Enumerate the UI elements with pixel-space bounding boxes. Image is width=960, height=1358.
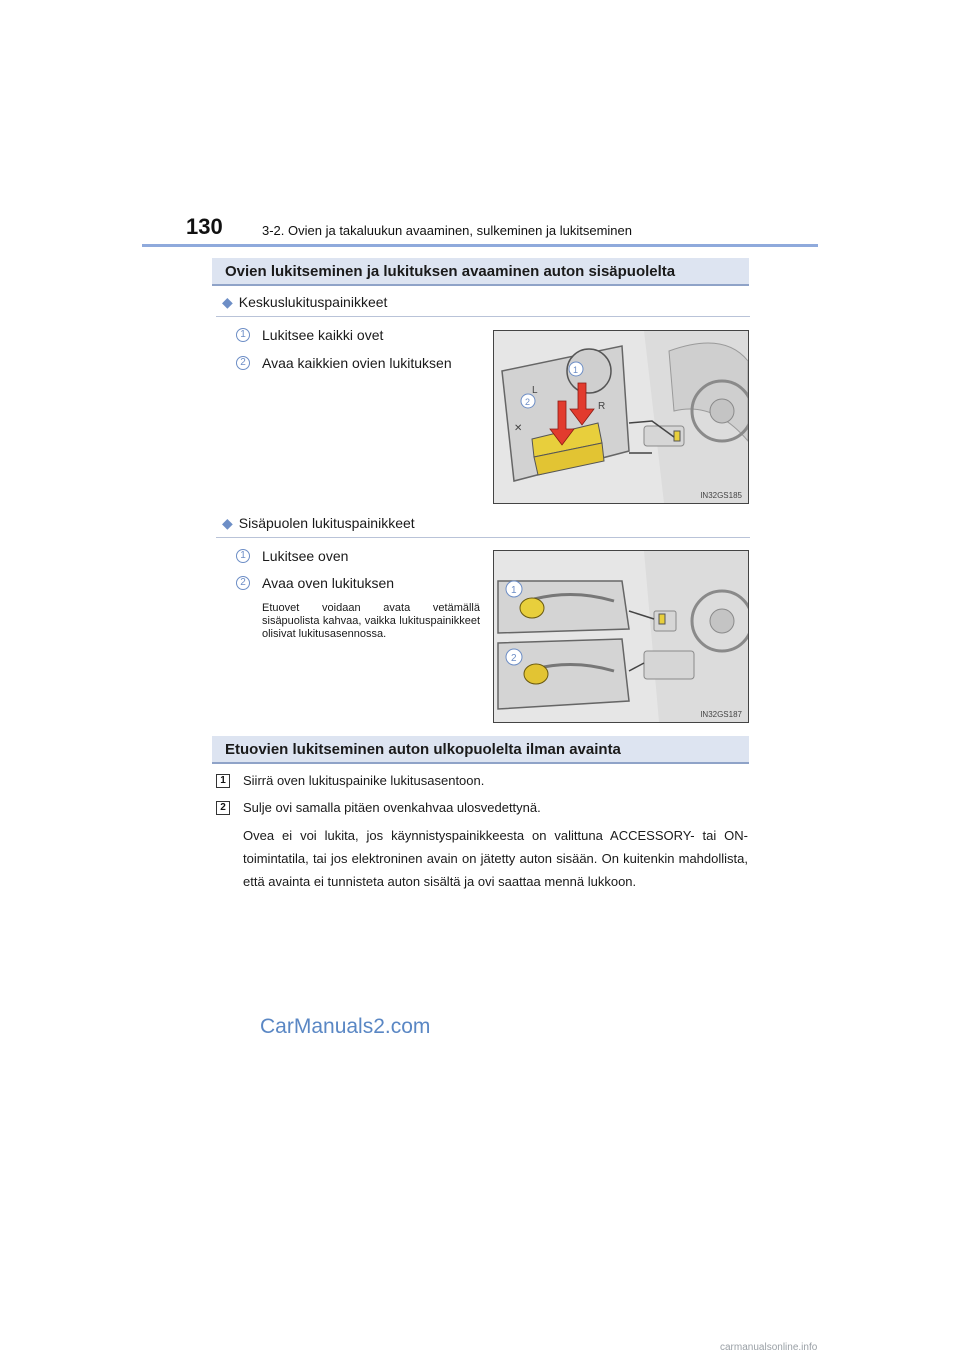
diamond-bullet-icon: ◆ [222, 515, 233, 531]
svg-text:R: R [598, 401, 606, 412]
page-number: 130 [186, 214, 223, 239]
central-lock-illustration [494, 331, 748, 503]
callout-number-2: 2 [236, 356, 250, 370]
diamond-bullet-icon: ◆ [222, 294, 233, 310]
figure-code: IN32GS185 [700, 491, 742, 500]
section-heading-outside-locking [212, 736, 749, 764]
figure-code: IN32GS187 [700, 710, 742, 719]
inside-lock-illustration [494, 551, 748, 722]
subheading-inside-lock [222, 515, 415, 532]
svg-text:2: 2 [525, 397, 531, 407]
step-text: Siirrä oven lukituspainike lukitusasentoon. [243, 773, 485, 788]
step-number-2: 2 [216, 801, 230, 815]
svg-text:2: 2 [511, 653, 517, 664]
chapter-title: 3-2. Ovien ja takaluukun avaaminen, sulkeminen ja lukitseminen [262, 223, 632, 238]
figure-central-lock-switch [493, 330, 749, 504]
footer-watermark: carmanualsonline.info [720, 1342, 818, 1353]
section-heading-inside-locking [212, 258, 749, 286]
callout-number-1: 1 [236, 328, 250, 342]
callout-number-2: 2 [236, 576, 250, 590]
subheading-text: Sisäpuolen lukituspainikkeet [238, 515, 415, 531]
watermark-text: CarManuals2.com [260, 1015, 431, 1038]
warning-paragraph: Ovea ei voi lukita, jos käynnistyspainikkeesta on valittuna ACCESSORY- tai ON-toimintatila, tai jos elektroninen avain on jätetty auton sisään. On kuitenkin mahdollista, että avainta ei tunnisteta auton sisältä ja ovi saattaa mennä lukkoon. [243, 828, 748, 889]
figure-inside-lock-button [493, 550, 749, 723]
item-text: Avaa kaikkien ovien lukituksen [262, 355, 452, 371]
note-text: Etuovet voidaan avata vetämällä sisäpuolista kahvaa, vaikka lukituspainikkeet olisivat lukitusasennossa. [262, 602, 480, 640]
step-number-1: 1 [216, 774, 230, 788]
section-title: Etuovien lukitseminen auton ulkopuolelta ilman avainta [225, 741, 621, 758]
header-divider [142, 244, 818, 247]
subheading-text: Keskuslukituspainikkeet [238, 294, 388, 310]
subheading-divider [216, 537, 750, 538]
item-text: Lukitsee kaikki ovet [262, 327, 384, 343]
svg-text:✕: ✕ [514, 423, 523, 434]
subheading-central-lock [222, 294, 387, 311]
item-text: Avaa oven lukituksen [262, 575, 395, 591]
section-title: Ovien lukitseminen ja lukituksen avaaminen auton sisäpuolelta [225, 263, 676, 280]
svg-text:1: 1 [511, 585, 517, 596]
svg-text:1: 1 [573, 365, 579, 375]
item-text: Lukitsee oven [262, 548, 349, 564]
callout-number-1: 1 [236, 549, 250, 563]
subheading-divider [216, 316, 750, 317]
svg-text:L: L [532, 385, 538, 396]
step-text: Sulje ovi samalla pitäen ovenkahvaa ulosvedettynä. [243, 800, 541, 815]
